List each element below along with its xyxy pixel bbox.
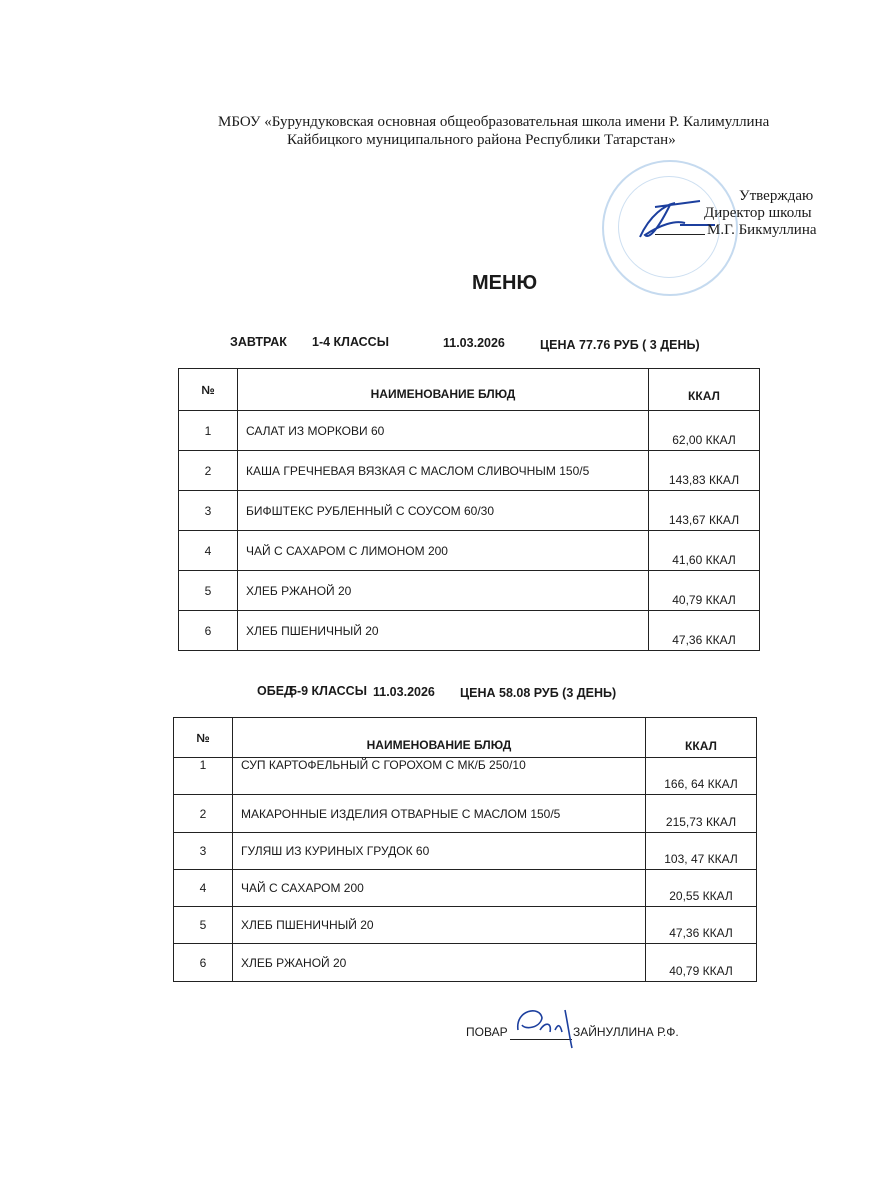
row-number: 2 — [179, 451, 238, 491]
dish-kcal: 40,79 ККАЛ — [649, 571, 760, 611]
row-number: 1 — [179, 411, 238, 451]
dish-kcal: 166, 64 ККАЛ — [646, 758, 757, 795]
table-row — [174, 833, 757, 870]
row-number: 1 — [174, 758, 233, 795]
dish-name: ХЛЕБ ПШЕНИЧНЫЙ 20 — [238, 611, 649, 651]
approval-line2: Директор школы — [704, 205, 812, 221]
cook-signature-icon — [510, 1000, 580, 1050]
row-number: 4 — [174, 870, 233, 907]
dish-name: ХЛЕБ РЖАНОЙ 20 — [233, 944, 646, 982]
table-row — [179, 451, 760, 491]
breakfast-date: 11.03.2026 — [443, 336, 505, 350]
row-number: 3 — [174, 833, 233, 870]
approval-line3: М.Г. Бикмуллина — [707, 222, 817, 238]
dish-kcal: 143,67 ККАЛ — [649, 491, 760, 531]
approval-line1: Утверждаю — [739, 188, 814, 204]
dish-name: ХЛЕБ ПШЕНИЧНЫЙ 20 — [233, 907, 646, 944]
dish-name: ХЛЕБ РЖАНОЙ 20 — [238, 571, 649, 611]
table-row — [174, 795, 757, 833]
table-header-row — [174, 718, 757, 758]
table-header-row — [179, 369, 760, 411]
breakfast-meal: ЗАВТРАК — [230, 335, 287, 349]
row-number: 5 — [174, 907, 233, 944]
dish-kcal: 41,60 ККАЛ — [649, 531, 760, 571]
cook-role: ПОВАР — [466, 1025, 508, 1039]
dish-name: МАКАРОННЫЕ ИЗДЕЛИЯ ОТВАРНЫЕ С МАСЛОМ 150/5 — [233, 795, 646, 833]
row-number: 3 — [179, 491, 238, 531]
table-row — [179, 411, 760, 451]
lunch-classes: 5-9 КЛАССЫ — [290, 684, 367, 698]
col-dish-name: НАИМЕНОВАНИЕ БЛЮД — [233, 718, 646, 758]
row-number: 6 — [179, 611, 238, 651]
row-number: 2 — [174, 795, 233, 833]
lunch-date: 11.03.2026 — [373, 685, 435, 699]
dish-name: ГУЛЯШ ИЗ КУРИНЫХ ГРУДОК 60 — [233, 833, 646, 870]
row-number: 4 — [179, 531, 238, 571]
dish-kcal: 47,36 ККАЛ — [649, 611, 760, 651]
breakfast-price: ЦЕНА 77.76 РУБ ( 3 ДЕНЬ) — [540, 338, 700, 352]
dish-name: КАША ГРЕЧНЕВАЯ ВЯЗКАЯ С МАСЛОМ СЛИВОЧНЫМ 150/5 — [238, 451, 649, 491]
row-number: 6 — [174, 944, 233, 982]
page-title: МЕНЮ — [472, 272, 538, 294]
lunch-meal: ОБЕД — [257, 684, 293, 698]
org-name-line1: МБОУ «Бурундуковская основная общеобразовательная школа имени Р. Калимуллина — [218, 114, 770, 130]
col-dish-name: НАИМЕНОВАНИЕ БЛЮД — [238, 369, 649, 411]
dish-kcal: 215,73 ККАЛ — [646, 795, 757, 833]
dish-kcal: 47,36 ККАЛ — [646, 907, 757, 944]
col-number: № — [174, 718, 233, 758]
cook-name: ЗАЙНУЛЛИНА Р.Ф. — [573, 1025, 679, 1039]
table-row — [179, 611, 760, 651]
dish-kcal: 40,79 ККАЛ — [646, 944, 757, 982]
breakfast-classes: 1-4 КЛАССЫ — [312, 335, 389, 349]
lunch-table — [173, 717, 757, 982]
dish-name: БИФШТЕКС РУБЛЕННЫЙ С СОУСОМ 60/30 — [238, 491, 649, 531]
org-name-line2: Кайбицкого муниципального района Республики Татарстан» — [287, 132, 676, 148]
dish-kcal: 143,83 ККАЛ — [649, 451, 760, 491]
dish-name: САЛАТ ИЗ МОРКОВИ 60 — [238, 411, 649, 451]
table-row — [179, 571, 760, 611]
table-row — [174, 758, 757, 795]
table-row — [179, 491, 760, 531]
dish-kcal: 103, 47 ККАЛ — [646, 833, 757, 870]
table-row — [174, 944, 757, 982]
table-row — [174, 907, 757, 944]
lunch-price: ЦЕНА 58.08 РУБ (3 ДЕНЬ) — [460, 686, 617, 700]
dish-name: ЧАЙ С САХАРОМ 200 — [233, 870, 646, 907]
col-kcal: ККАЛ — [649, 369, 760, 411]
table-row — [179, 531, 760, 571]
signature-line — [655, 234, 705, 235]
dish-name: ЧАЙ С САХАРОМ С ЛИМОНОМ 200 — [238, 531, 649, 571]
row-number: 5 — [179, 571, 238, 611]
table-row — [174, 870, 757, 907]
breakfast-table — [178, 368, 760, 651]
dish-kcal: 20,55 ККАЛ — [646, 870, 757, 907]
col-kcal: ККАЛ — [646, 718, 757, 758]
col-number: № — [179, 369, 238, 411]
dish-name: СУП КАРТОФЕЛЬНЫЙ С ГОРОХОМ С МК/Б 250/10 — [233, 758, 646, 795]
dish-kcal: 62,00 ККАЛ — [649, 411, 760, 451]
